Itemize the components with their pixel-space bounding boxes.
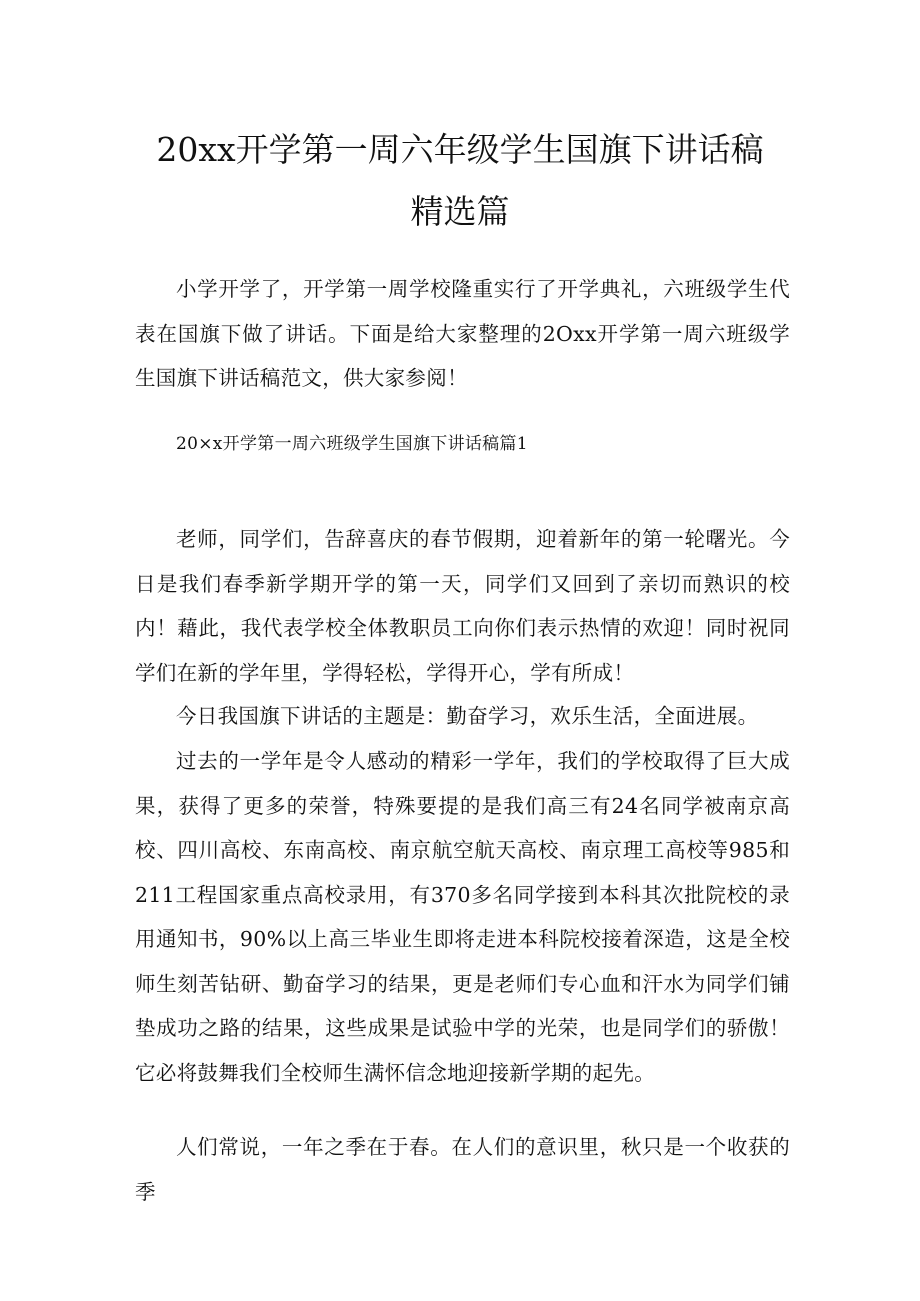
- document-title-line-1: 20xx开学第一周六年级学生国旗下讲话稿: [156, 130, 764, 169]
- document-title-line-2: 精选篇: [410, 192, 510, 231]
- section-subheading: 20×x开学第一周六班级学生国旗下讲话稿篇1: [176, 434, 528, 454]
- body-paragraph-greeting: 老师，同学们，告辞喜庆的春节假期，迎着新年的第一轮曙光。今日是我们春季新学期开学的第一天，同学们又回到了亲切而熟识的校内！藉此，我代表学校全体教职员工向你们表示热情的欢迎！同时祝同学们在新的学年里，学得轻松，学得开心，学有所成！: [135, 527, 790, 685]
- body-paragraph-spring: 人们常说，一年之季在于春。在人们的意识里，秋只是一个收获的季: [135, 1135, 790, 1204]
- intro-paragraph: 小学开学了，开学第一周学校隆重实行了开学典礼，六班级学生代表在国旗下做了讲话。下面是给大家整理的2Oxx开学第一周六班级学生国旗下讲话稿范文，供大家参阅！: [135, 277, 790, 390]
- body-paragraph-achievements: 过去的一学年是令人感动的精彩一学年，我们的学校取得了巨大成果，获得了更多的荣誉，特殊要提的是我们高三有24名同学被南京高校、四川高校、东南高校、南京航空航天高校、南京理工高校等985和211工程国家重点高校录用，有370多名同学接到本科其次批院校的录用通知书，90%以上高三毕业生即将走进本科院校接着深造，这是全校师生刻苦钻研、勤奋学习的结果，更是老师们专心血和汗水为同学们铺垫成功之路的结果，这些成果是试验中学的光荣，也是同学们的骄傲！它必将鼓舞我们全校师生满怀信念地迎接新学期的起先。: [135, 749, 790, 1085]
- body-paragraph-theme: 今日我国旗下讲话的主题是：勤奋学习，欢乐生活，全面进展。: [176, 704, 759, 728]
